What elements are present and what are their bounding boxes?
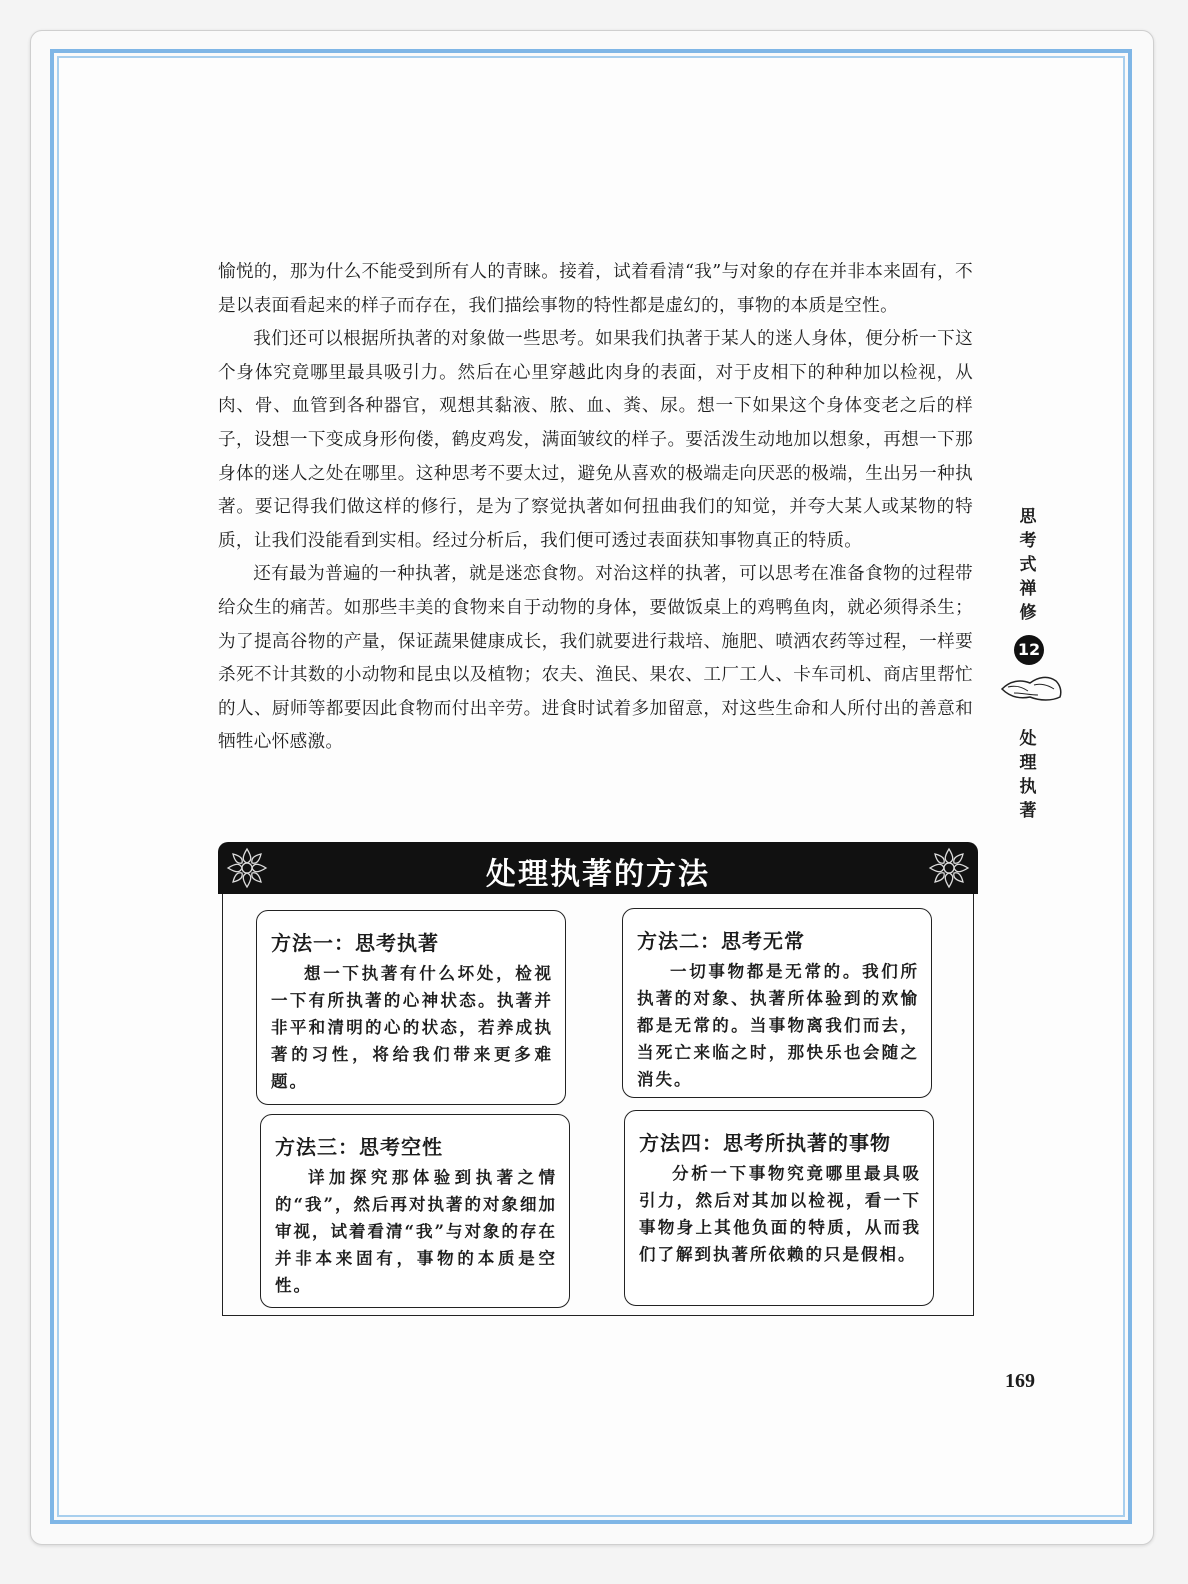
chapter-char: 禅 [1019,579,1037,599]
paragraph-1: 愉悦的，那为什么不能受到所有人的青睐。接着，试着看清“我”与对象的存在并非本来固有，不是以表面看起来的样子而存在，我们描绘事物的特性都是虚幻的，事物的本质是空性。 [218,262,973,316]
open-hand-icon [1000,667,1066,707]
chapter-title-vertical [1018,505,1038,625]
method-card-3 [260,1114,570,1308]
methods-banner [218,842,978,894]
chapter-char: 考 [1019,531,1037,551]
method-text: 分析一下事物究竟哪里最具吸引力，然后对其加以检视，看一下事物身上其他负面的特质，从而我们了解到执著所依赖的只是假相。 [639,1164,921,1264]
method-text: 想一下执著有什么坏处，检视一下有所执著的心神状态。执著并非平和清明的心的状态，若养成执著的习性，将给我们带来更多难题。 [271,964,553,1091]
method-card-4 [624,1110,934,1306]
chapter-char: 思 [1019,507,1037,527]
section-char: 执 [1019,777,1037,797]
chapter-char: 修 [1019,603,1037,623]
methods-box [218,842,978,1320]
section-char: 著 [1019,801,1037,821]
methods-title: 处理执著的方法 [486,857,710,892]
section-char: 处 [1019,729,1037,749]
method-title: 方法二：思考无常 [637,929,805,953]
section-char: 理 [1019,753,1037,773]
chapter-number-badge: 12 [1014,635,1044,665]
chapter-side-tab [1000,505,1062,821]
method-card-1 [256,910,566,1105]
body-text [218,256,973,760]
method-title: 方法三：思考空性 [275,1135,443,1159]
chapter-char: 式 [1019,555,1037,575]
paragraph-3: 还有最为普遍的一种执著，就是迷恋食物。对治这样的执著，可以思考在准备食物的过程带给众生的痛苦。如那些丰美的食物来自于动物的身体，要做饭桌上的鸡鸭鱼肉，就必须得杀生；为了提高谷物的产量，保证蔬果健康成长，我们就要进行栽培、施肥、喷洒农药等过程，一样要杀死不计其数的小动物和昆虫以及植物；农夫、渔民、果农、工厂工人、卡车司机、商店里帮忙的人、厨师等都要因此食物而付出辛劳。进食时试着多加留意，对这些生命和人所付出的善意和牺牲心怀感激。 [218,564,973,753]
method-title: 方法四：思考所执著的事物 [639,1131,891,1155]
method-text: 详加探究那体验到执著之情的“我”，然后再对执著的对象细加审视，试着看清“我”与对象的存在并非本来固有，事物的本质是空性。 [275,1168,557,1295]
method-card-2 [622,908,932,1098]
lotus-ornament-icon [926,845,972,891]
paragraph-2: 我们还可以根据所执著的对象做一些思考。如果我们执著于某人的迷人身体，便分析一下这个身体究竟哪里最具吸引力。然后在心里穿越此肉身的表面，对于皮相下的种种加以检视，从肉、骨、血管到各种器官，观想其黏液、脓、血、粪、尿。想一下如果这个身体变老之后的样子，设想一下变成身形佝偻，鹤皮鸡发，满面皱纹的样子。要活泼生动地加以想象，再想一下那身体的迷人之处在哪里。这种思考不要太过，避免从喜欢的极端走向厌恶的极端，生出另一种执著。要记得我们做这样的修行，是为了察觉执著如何扭曲我们的知觉，并夸大某人或某物的特质，让我们没能看到实相。经过分析后，我们便可透过表面获知事物真正的特质。 [218,329,973,551]
method-title: 方法一：思考执著 [271,931,439,955]
method-text: 一切事物都是无常的。我们所执著的对象、执著所体验到的欢愉都是无常的。当事物离我们而去，当死亡来临之时，那快乐也会随之消失。 [637,962,919,1089]
page-number: 169 [1005,1370,1035,1392]
section-title-vertical [1018,727,1038,823]
